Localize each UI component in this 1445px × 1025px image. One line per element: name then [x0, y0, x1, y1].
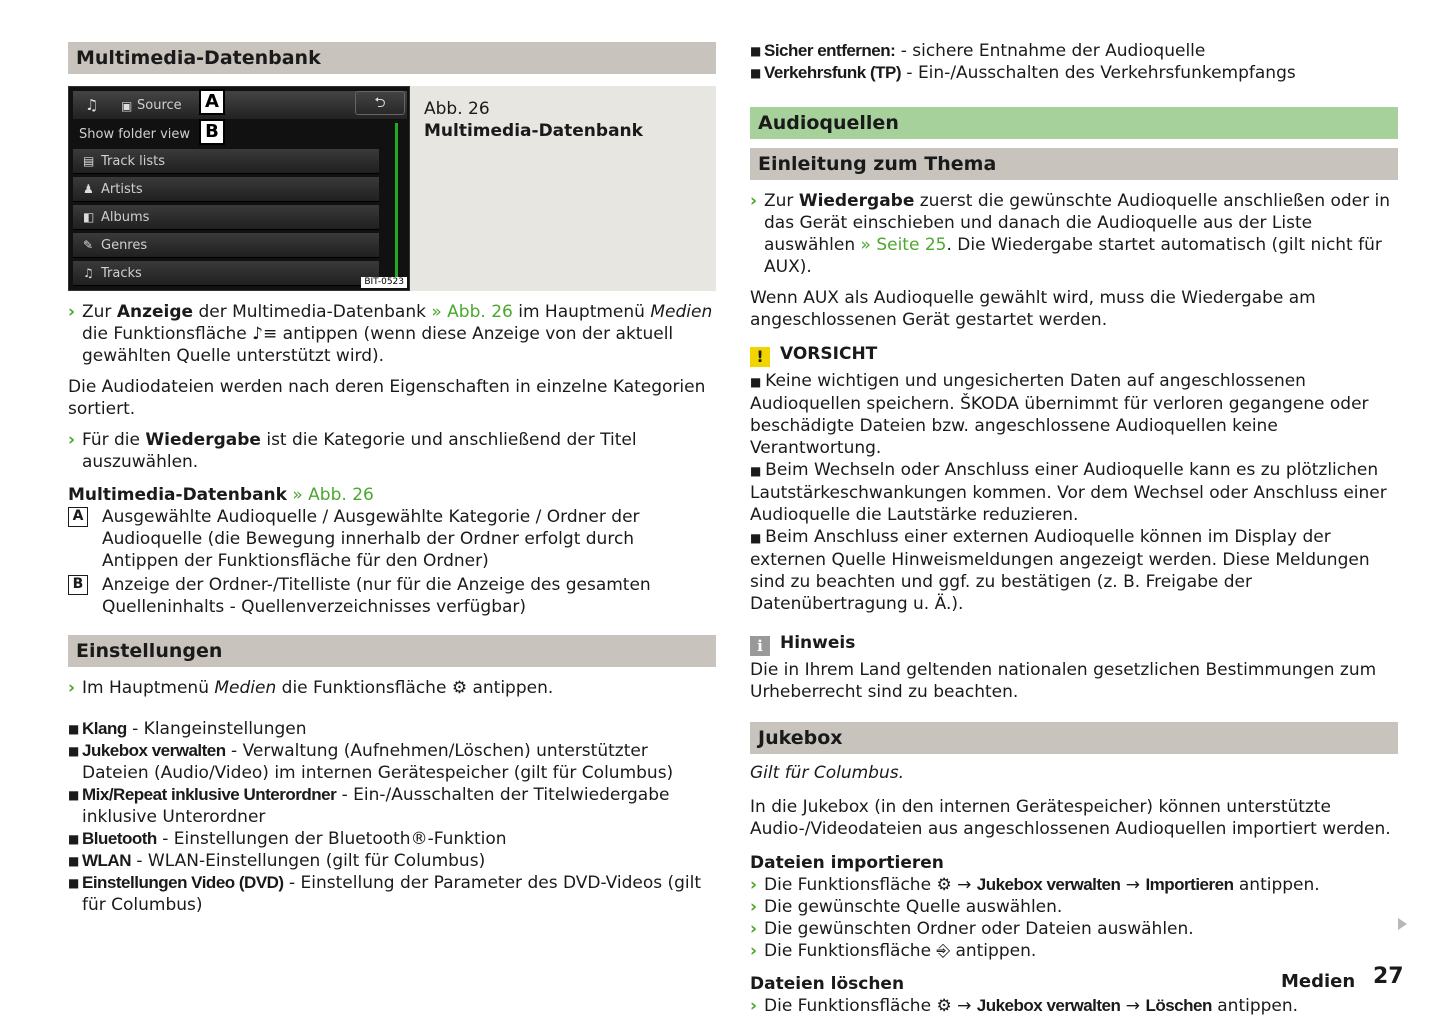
figure-code: BIT-0523: [361, 277, 407, 288]
list-item-verkehrsfunk: ■ Verkehrsfunk (TP) - Ein-/Ausschalten des Verkehrsfunkempfangs: [750, 63, 1296, 83]
import-step: › Die Funktionsfläche ⎆ antippen.: [750, 941, 1037, 961]
music-note-icon: ♫: [85, 96, 99, 114]
screen-row-albums: ◧ Albums: [73, 205, 379, 230]
settings-item: ■ WLAN - WLAN-Einstellungen (gilt für Columbus): [68, 851, 486, 871]
paragraph-aux: Wenn AUX als Audioquelle gewählt wird, muss die Wiedergabe am angeschlossenen Gerät gestartet werden.: [750, 288, 1316, 330]
settings-item: ■ Bluetooth - Einstellungen der Bluetooth®-Funktion: [68, 829, 507, 849]
left-column: [68, 42, 716, 916]
link-abb-26[interactable]: » Abb. 26: [431, 302, 513, 322]
callout-a: A: [199, 89, 225, 115]
caption-number: Abb. 26: [424, 99, 490, 119]
instruction-wiedergabe-audio: › Zur Wiedergabe zuerst die gewünschte Audioquelle anschließen oder in das Gerät einschieben und danach die Audioquelle aus der Liste auswählen » Seite 25. Die Wiedergabe startet automatisch (gilt nicht für AUX).: [750, 190, 1398, 287]
screen-topbar: [73, 91, 407, 119]
settings-item: ■ Klang - Klangeinstellungen: [68, 719, 307, 739]
caption-title: Multimedia-Datenbank: [424, 121, 643, 141]
figure-26: [68, 86, 716, 291]
guitar-icon: ✎: [83, 238, 94, 252]
arrow-icon: ›: [68, 430, 76, 450]
warning-item: ■ Beim Anschluss einer externen Audioquelle können im Display der externen Quelle Hinweismeldungen angezeigt werden. Diese Meldungen sind zu beachten und ggf. zu bestätigen (z. B. Freigabe der Datenübertragung u. Ä.).: [750, 527, 1370, 614]
link-seite-25[interactable]: » Seite 25: [860, 235, 947, 255]
note-header: i Hinweis: [750, 632, 1398, 656]
section-heading-multimedia: Multimedia-Datenbank: [68, 42, 716, 74]
continue-arrow-icon: [1398, 918, 1407, 930]
gilt-fuer: Gilt für Columbus.: [750, 763, 904, 783]
paragraph-jukebox: In die Jukebox (in den internen Gerätespeicher) können unterstützte Audio-/Videodateien aus angeschlossenen Audioquellen importiert werden.: [750, 797, 1391, 839]
settings-list: [68, 718, 716, 916]
note-text: Die in Ihrem Land geltenden nationalen gesetzlichen Bestimmungen zum Urheberrecht sind zu beachten.: [750, 660, 1377, 702]
figure-caption: [410, 86, 716, 291]
warning-icon: !: [750, 347, 770, 367]
section-heading-jukebox: Jukebox: [750, 722, 1398, 754]
screen-row-track-lists: ▤ Track lists: [73, 149, 379, 174]
import-step: › Die gewünschten Ordner oder Dateien auswählen.: [750, 919, 1194, 939]
warning-item: ■ Beim Wechseln oder Anschluss einer Audioquelle kann es zu plötzlichen Lautstärkeschwankungen kommen. Vor dem Wechsel oder Anschluss einer Audioquelle die Lautstärke reduzieren.: [750, 460, 1387, 525]
arrow-icon: ›: [68, 678, 76, 698]
page-number: 27: [1373, 964, 1404, 989]
warning-item: ■ Keine wichtigen und ungesicherten Daten auf angeschlossenen Audioquellen speichern. ŠKODA übernimmt für verloren gegangene oder beschädigte Dateien bzw. angeschlossene Audioquellen keine Verantwortung.: [750, 371, 1369, 458]
screen-scrollbar: [395, 123, 398, 283]
settings-item: ■ Mix/Repeat inklusive Unterordner - Ein-/Ausschalten der Titelwiedergabe inklusive Unterordner: [68, 785, 670, 827]
screen-row-artists: ♟ Artists: [73, 177, 379, 202]
settings-item: ■ Einstellungen Video (DVD) - Einstellung der Parameter des DVD-Videos (gilt für Columbus): [68, 873, 702, 915]
delete-step: › Die Funktionsfläche ⚙ → Jukebox verwalten → Löschen antippen.: [750, 996, 1299, 1016]
instruction-einstellungen: › Im Hauptmenü Medien die Funktionsfläche ⚙ antippen.: [68, 677, 716, 708]
instruction-anzeige: › Zur Anzeige der Multimedia-Datenbank » Abb. 26 im Hauptmenü Medien die Funktionsfläche ♪≡ antippen (wenn diese Anzeige von der aktuell gewählten Quelle unterstützt wird).: [68, 301, 716, 376]
artist-icon: ♟: [83, 182, 94, 196]
arrow-icon: ›: [68, 302, 76, 322]
list-item-sicher-entfernen: ■ Sicher entfernen: - sichere Entnahme der Audioquelle: [750, 41, 1206, 61]
screen-row-tracks: ♫ Tracks: [73, 261, 379, 286]
link-abb-26-legend[interactable]: » Abb. 26: [292, 485, 374, 505]
subheading-importieren: Dateien importieren: [750, 853, 944, 873]
info-icon: i: [750, 636, 770, 656]
section-heading-audioquellen: Audioquellen: [750, 107, 1398, 139]
right-column: [750, 40, 1398, 1017]
footer-section-name: Medien: [1281, 971, 1356, 992]
legend-item-a: A Ausgewählte Audioquelle / Ausgewählte Kategorie / Ordner der Audioquelle (die Bewegung innerhalb der Ordner erfolgt durch Antippen der Funktionsfläche für den Ordner): [68, 506, 716, 572]
screen-image: [68, 86, 410, 291]
subheading-loeschen: Dateien löschen: [750, 974, 905, 994]
show-folder-view: Show folder view: [79, 127, 191, 142]
source-icon: ▣: [121, 99, 133, 113]
back-icon: ⮌: [355, 91, 405, 115]
warning-body: [750, 370, 1398, 615]
warning-header: ! VORSICHT: [750, 343, 1398, 367]
import-step: › Die Funktionsfläche ⚙ → Jukebox verwalten → Importieren antippen.: [750, 875, 1320, 895]
callout-b: B: [199, 119, 225, 145]
section-heading-einleitung: Einleitung zum Thema: [750, 148, 1398, 180]
track-list-icon: ▤: [83, 154, 95, 168]
legend-item-b: B Anzeige der Ordner-/Titelliste (nur für die Anzeige des gesamten Quelleninhalts - Quellenverzeichnisses verfügbar): [68, 574, 716, 618]
arrow-icon: ›: [750, 191, 758, 211]
settings-item: ■ Jukebox verwalten - Verwaltung (Aufnehmen/Löschen) unterstützter Dateien (Audio/Video) im internen Gerätespeicher (gilt für Columbus): [68, 741, 674, 783]
note-icon: ♫: [83, 266, 94, 280]
import-step: › Die gewünschte Quelle auswählen.: [750, 897, 1063, 917]
section-heading-einstellungen: Einstellungen: [68, 635, 716, 667]
source-label: Source: [137, 98, 182, 113]
album-icon: ◧: [83, 210, 95, 224]
legend-title: Multimedia-Datenbank » Abb. 26: [68, 485, 374, 505]
screen-row-genres: ✎ Genres: [73, 233, 379, 258]
instruction-wiedergabe: › Für die Wiedergabe ist die Kategorie und anschließend der Titel auszuwählen.: [68, 429, 716, 482]
paragraph-kategorien: Die Audiodateien werden nach deren Eigenschaften in einzelne Kategorien sortiert.: [68, 377, 706, 419]
